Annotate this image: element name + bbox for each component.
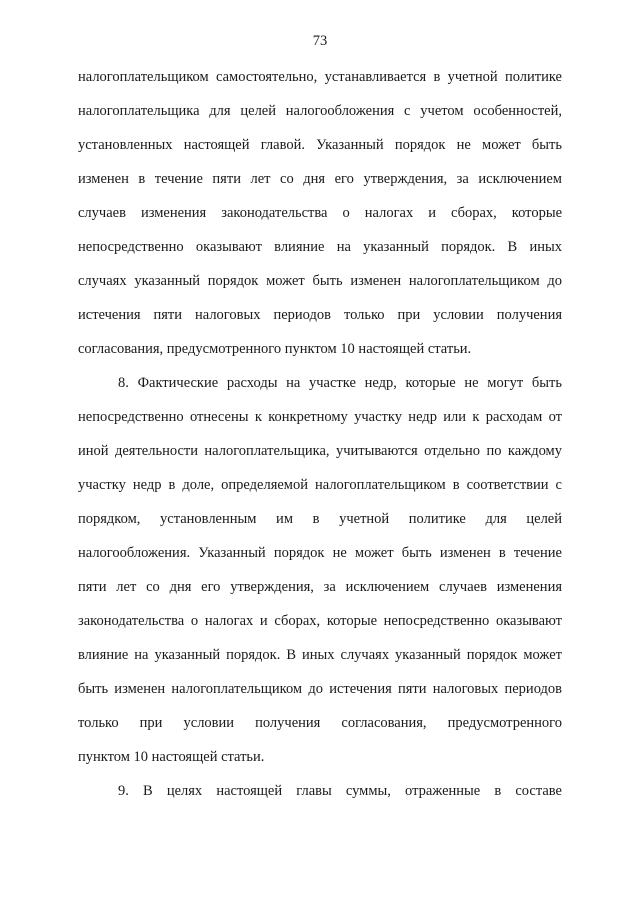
text-line: порядком, установленным им в учетной политике для целей: [78, 511, 562, 527]
text-line: согласования, предусмотренного пунктом 10 настоящей статьи.: [78, 341, 472, 357]
text-line: участку недр в доле, определяемой налогоплательщиком в соответствии с: [78, 477, 562, 493]
text-line: только при условии получения согласования, предусмотренного: [78, 715, 562, 731]
paragraph-8-start: 8. Фактические расходы на участке недр, которые не могут быть: [118, 375, 562, 391]
text-line: случаев изменения законодательства о налогах и сборах, которые: [78, 205, 562, 221]
text-line: пунктом 10 настоящей статьи.: [78, 749, 265, 765]
text-line: случаях указанный порядок может быть изменен налогоплательщиком до: [78, 273, 562, 289]
text-line: иной деятельности налогоплательщика, учитываются отдельно по каждому: [78, 443, 562, 459]
text-line: быть изменен налогоплательщиком до истечения пяти налоговых периодов: [78, 681, 562, 697]
text-line: влияние на указанный порядок. В иных случаях указанный порядок может: [78, 647, 562, 663]
text-line: непосредственно отнесены к конкретному участку недр или к расходам от: [78, 409, 562, 425]
text-line: непосредственно оказывают влияние на указанный порядок. В иных: [78, 239, 562, 255]
text-line: истечения пяти налоговых периодов только при условии получения: [78, 307, 562, 323]
text-line: налогообложения. Указанный порядок не может быть изменен в течение: [78, 545, 562, 561]
paragraph-9-start: 9. В целях настоящей главы суммы, отраженные в составе: [118, 783, 562, 799]
text-line: налогоплательщика для целей налогообложения с учетом особенностей,: [78, 103, 562, 119]
page-number: 73: [312, 33, 328, 49]
text-line: налогоплательщиком самостоятельно, устанавливается в учетной политике: [78, 69, 562, 85]
text-line: законодательства о налогах и сборах, которые непосредственно оказывают: [78, 613, 562, 629]
text-line: пяти лет со дня его утверждения, за исключением случаев изменения: [78, 579, 562, 595]
text-line: изменен в течение пяти лет со дня его утверждения, за исключением: [78, 171, 562, 187]
text-line: установленных настоящей главой. Указанный порядок не может быть: [78, 137, 562, 153]
